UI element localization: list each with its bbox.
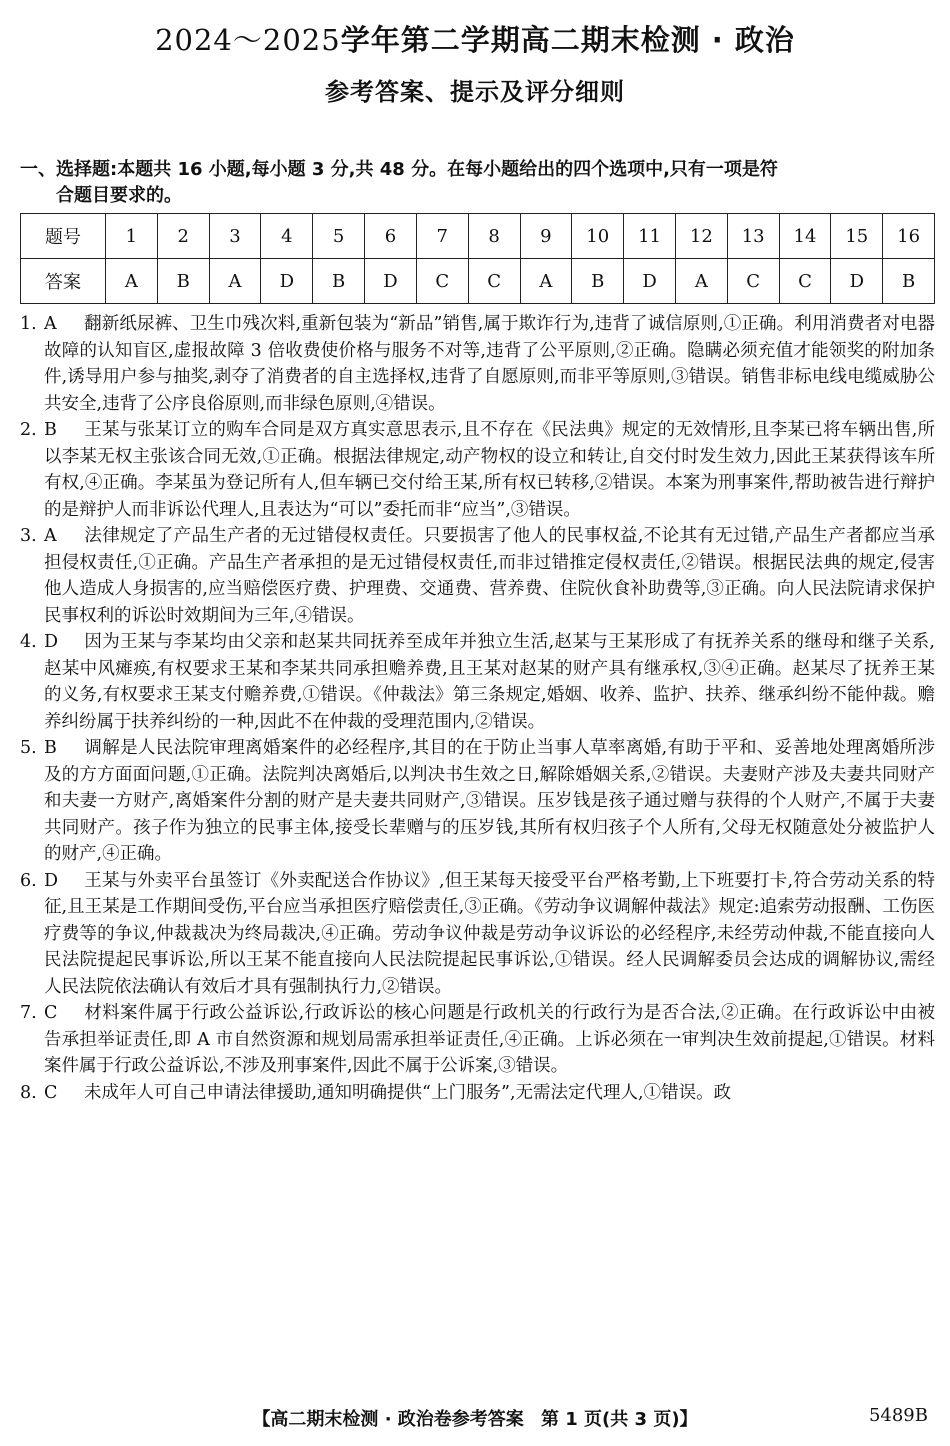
question-number: 4 [261, 214, 313, 259]
explanation-item [20, 868, 935, 1001]
footer-page: 第 1 页(共 3 页)】 [540, 1409, 698, 1430]
question-number: 1 [106, 214, 158, 259]
answer-cell: C [727, 259, 779, 304]
question-number: 11 [624, 214, 676, 259]
answer-cell: B [572, 259, 624, 304]
item-number: 8. [20, 1082, 37, 1103]
item-answer: C [44, 1003, 58, 1023]
section-heading-line1: 一、选择题:本题共 16 小题,每小题 3 分,共 48 分。在每小题给出的四个选项中,只有一项是符 [20, 159, 778, 180]
answer-cell: C [416, 259, 468, 304]
item-text: 王某与外卖平台虽签订《外卖配送合作协议》,但王某每天接受平台严格考勤,上下班要打卡,符合劳动关系的特征,且王某是工作期间受伤,平台应当承担医疗赔偿责任,③正确。《劳动争议调解仲裁法》规定:追索劳动报酬、工伤医疗费等的争议,仲裁裁决为终局裁决,④正确。劳动争议仲裁是劳动争议诉讼的必经程序,未经劳动仲裁,不能直接向人民法院提起民事诉讼,所以王某不能直接向人民法院提起民事诉讼,①错误。经人民调解委员会达成的调解协议,需经人民法院依法确认有效后才具有强制执行力,②错误。 [44, 870, 935, 997]
question-number: 9 [520, 214, 572, 259]
answer-cell: D [624, 259, 676, 304]
section-heading [20, 157, 935, 209]
answer-cell: A [106, 259, 158, 304]
explanation-item [20, 735, 935, 868]
item-answer: C [44, 1082, 58, 1103]
explanation-item [20, 311, 935, 417]
answer-cell: B [883, 259, 935, 304]
answer-cell: A [675, 259, 727, 304]
explanation-item [20, 417, 935, 523]
answer-cell: C [468, 259, 520, 304]
explanation-item [20, 1080, 935, 1107]
question-number: 7 [416, 214, 468, 259]
row-label-numbers: 题号 [21, 214, 106, 259]
explanations [20, 311, 935, 1106]
answer-table [20, 213, 935, 304]
answer-cell: B [313, 259, 365, 304]
item-answer: D [44, 632, 59, 652]
title-text: 学年第二学期高二期末检测 · 政治 [340, 23, 795, 57]
answer-cell: B [157, 259, 209, 304]
item-number: 1. [20, 314, 37, 334]
explanation-item [20, 1000, 935, 1080]
item-text: 因为王某与李某均由父亲和赵某共同抚养至成年并独立生活,赵某与王某形成了有抚养关系的继母和继子关系,赵某中风瘫痪,有权要求王某和李某共同承担赡养费,且王某对赵某的财产具有继承权,③④正确。赵某尽了抚养王某的义务,有权要求王某支付赡养费,①错误。《仲裁法》第三条规定,婚姻、收养、监护、扶养、继承纠纷不能仲裁。赡养纠纷属于扶养纠纷的一种,因此不在仲裁的受理范围内,②错误。 [44, 632, 935, 732]
item-answer: A [44, 526, 57, 546]
page-subtitle: 参考答案、提示及评分细则 [325, 78, 625, 106]
item-answer: B [44, 420, 57, 440]
item-number: 4. [20, 632, 37, 652]
question-number: 8 [468, 214, 520, 259]
question-number: 12 [675, 214, 727, 259]
explanation-item [20, 523, 935, 629]
answer-cell: D [261, 259, 313, 304]
section-heading-line2: 合题目要求的。 [56, 185, 182, 206]
item-text: 翻新纸尿裤、卫生巾残次料,重新包装为“新品”销售,属于欺诈行为,违背了诚信原则,①正确。利用消费者对电器故障的认知盲区,虚报故障 3 倍收费使价格与服务不对等,违背了公平原则,②正确。隐瞒必须充值才能领奖的附加条件,诱导用户参与抽奖,剥夺了消费者的自主选择权,违背了自愿原则,而非平等原则,③错误。销售非标电线电缆威胁公共安全,违背了公序良俗原则,而非绿色原则,④错误。 [44, 314, 935, 414]
item-number: 3. [20, 526, 37, 546]
answer-cell: D [831, 259, 883, 304]
answer-table-answer-row [21, 259, 935, 304]
question-number: 14 [779, 214, 831, 259]
answer-cell: C [779, 259, 831, 304]
item-number: 7. [20, 1003, 37, 1023]
item-number: 6. [20, 870, 37, 891]
item-text: 材料案件属于行政公益诉讼,行政诉讼的核心问题是行政机关的行政行为是否合法,②正确。在行政诉讼中由被告承担举证责任,即 A 市自然资源和规划局需承担举证责任,④正确。上诉必须在一审判决生效前提起,①错误。材料案件属于行政公益诉讼,不涉及刑事案件,因此不属于公诉案,③错误。 [44, 1003, 935, 1076]
question-number: 2 [157, 214, 209, 259]
question-number: 3 [209, 214, 261, 259]
item-text: 调解是人民法院审理离婚案件的必经程序,其目的在于防止当事人草率离婚,有助于平和、妥善地处理离婚所涉及的方方面面问题,①正确。法院判决离婚后,以判决书生效之日,解除婚姻关系,②错误。夫妻财产涉及夫妻共同财产和夫妻一方财产,离婚案件分割的财产是夫妻共同财产,③错误。压岁钱是孩子通过赠与获得的个人财产,不属于夫妻共同财产。孩子作为独立的民事主体,接受长辈赠与的压岁钱,其所有权归孩子个人所有,父母无权随意处分被监护人的财产,④正确。 [44, 738, 935, 864]
item-answer: B [44, 738, 57, 758]
item-answer: D [44, 870, 59, 891]
answer-cell: A [520, 259, 572, 304]
document-code: 5489B [868, 1405, 928, 1426]
item-text: 法律规定了产品生产者的无过错侵权责任。只要损害了他人的民事权益,不论其有无过错,产品生产者都应当承担侵权责任,①正确。产品生产者承担的是无过错侵权责任,而非过错推定侵权责任,②错误。根据民法典的规定,侵害他人造成人身损害的,应当赔偿医疗费、护理费、交通费、营养费、住院伙食补助费等,③正确。向人民法院请求保护民事权利的诉讼时效期间为三年,④错误。 [44, 526, 935, 626]
item-number: 2. [20, 420, 37, 440]
question-number: 15 [831, 214, 883, 259]
answer-cell: D [365, 259, 417, 304]
page-footer [0, 1405, 950, 1431]
question-number: 16 [883, 214, 935, 259]
item-answer: A [44, 314, 57, 334]
answer-cell: A [209, 259, 261, 304]
item-text: 王某与张某订立的购车合同是双方真实意思表示,且不存在《民法典》规定的无效情形,且李某已将车辆出售,所以李某无权主张该合同无效,①正确。根据法律规定,动产物权的设立和转让,自交付时发生效力,因此王某获得该车所有权,④正确。李某虽为登记所有人,但车辆已交付给王某,所有权已转移,②错误。本案为刑事案件,帮助被告进行辩护的是辩护人而非诉讼代理人,且表达为“可以”委托而非“应当”,③错误。 [44, 420, 935, 520]
explanation-item [20, 629, 935, 735]
title-year: 2024～2025 [155, 23, 341, 57]
row-label-answers: 答案 [21, 259, 106, 304]
item-text: 未成年人可自己申请法律援助,通知明确提供“上门服务”,无需法定代理人,①错误。政 [84, 1082, 732, 1103]
question-number: 13 [727, 214, 779, 259]
item-number: 5. [20, 738, 37, 758]
page-title [0, 18, 950, 59]
question-number: 6 [365, 214, 417, 259]
answer-table-number-row [21, 214, 935, 259]
question-number: 10 [572, 214, 624, 259]
footer-text: 【高二期末检测 · 政治卷参考答案 [252, 1409, 524, 1430]
question-number: 5 [313, 214, 365, 259]
